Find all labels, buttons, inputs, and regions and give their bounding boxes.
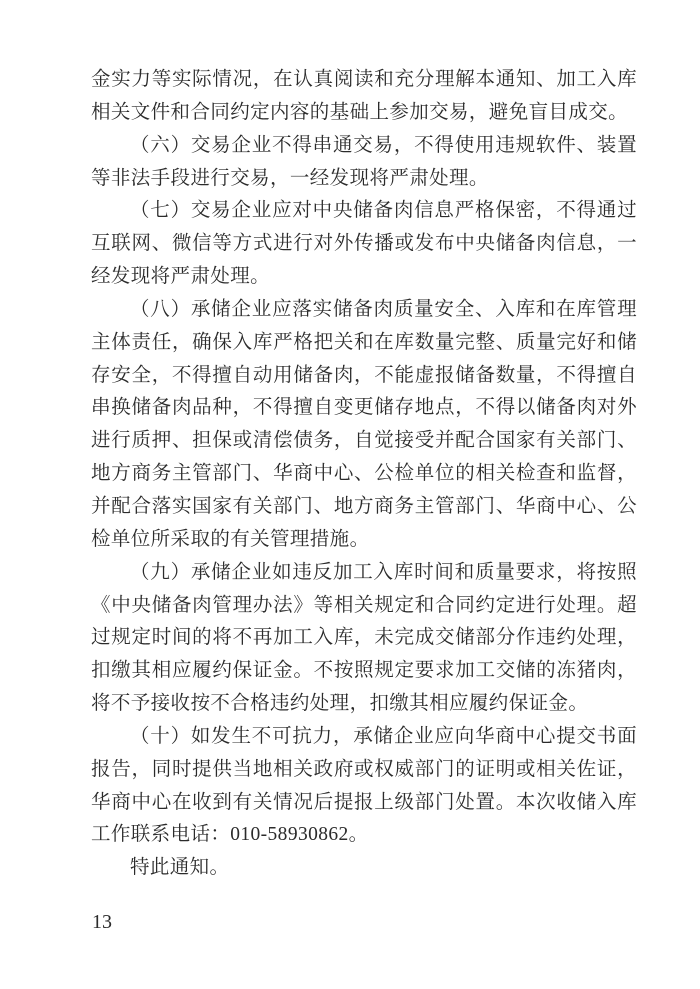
paragraph-item-8: （八）承储企业应落实储备肉质量安全、入库和在库管理主体责任，确保入库严格把关和在库数量完整、质量完好和储存安全，不得擅自动用储备肉，不能虚报储备数量，不得擅自串换储备肉品种，不得擅自变更储存地点，不得以储备肉对外进行质押、担保或清偿债务，自觉接受并配合国家有关部门、地方商务主管部门、华商中心、公检单位的相关检查和监督，并配合落实国家有关部门、地方商务主管部门、华商中心、公检单位所采取的有关管理措施。 bbox=[91, 298, 637, 550]
paragraph-continuation: 金实力等实际情况，在认真阅读和充分理解本通知、加工入库相关文件和合同约定内容的基础上参加交易，避免盲目成交。 bbox=[91, 69, 637, 123]
paragraph-item-10: （十）如发生不可抗力，承储企业应向华商中心提交书面报告，同时提供当地相关政府或权威部门的证明或相关佐证，华商中心在收到有关情况后提报上级部门处置。本次收储入库工作联系电话：010-58930862。 bbox=[91, 725, 637, 846]
paragraph-closing: 特此通知。 bbox=[130, 857, 230, 879]
paragraph-item-7: （七）交易企业应对中央储备肉信息严格保密，不得通过互联网、微信等方式进行对外传播或发布中央储备肉信息，一经发现将严肃处理。 bbox=[91, 200, 637, 288]
paragraph-item-6: （六）交易企业不得串通交易，不得使用违规软件、装置等非法手段进行交易，一经发现将严肃处理。 bbox=[91, 134, 637, 189]
document-body bbox=[91, 64, 637, 885]
paragraph-item-9: （九）承储企业如违反加工入库时间和质量要求，将按照《中央储备肉管理办法》等相关规定和合同约定进行处理。超过规定时间的将不再加工入库，未完成交储部分作违约处理，扣缴其相应履约保证金。不按照规定要求加工交储的冻猪肉，将不予接收按不合格违约处理，扣缴其相应履约保证金。 bbox=[91, 561, 637, 715]
page-number: 13 bbox=[92, 911, 112, 933]
